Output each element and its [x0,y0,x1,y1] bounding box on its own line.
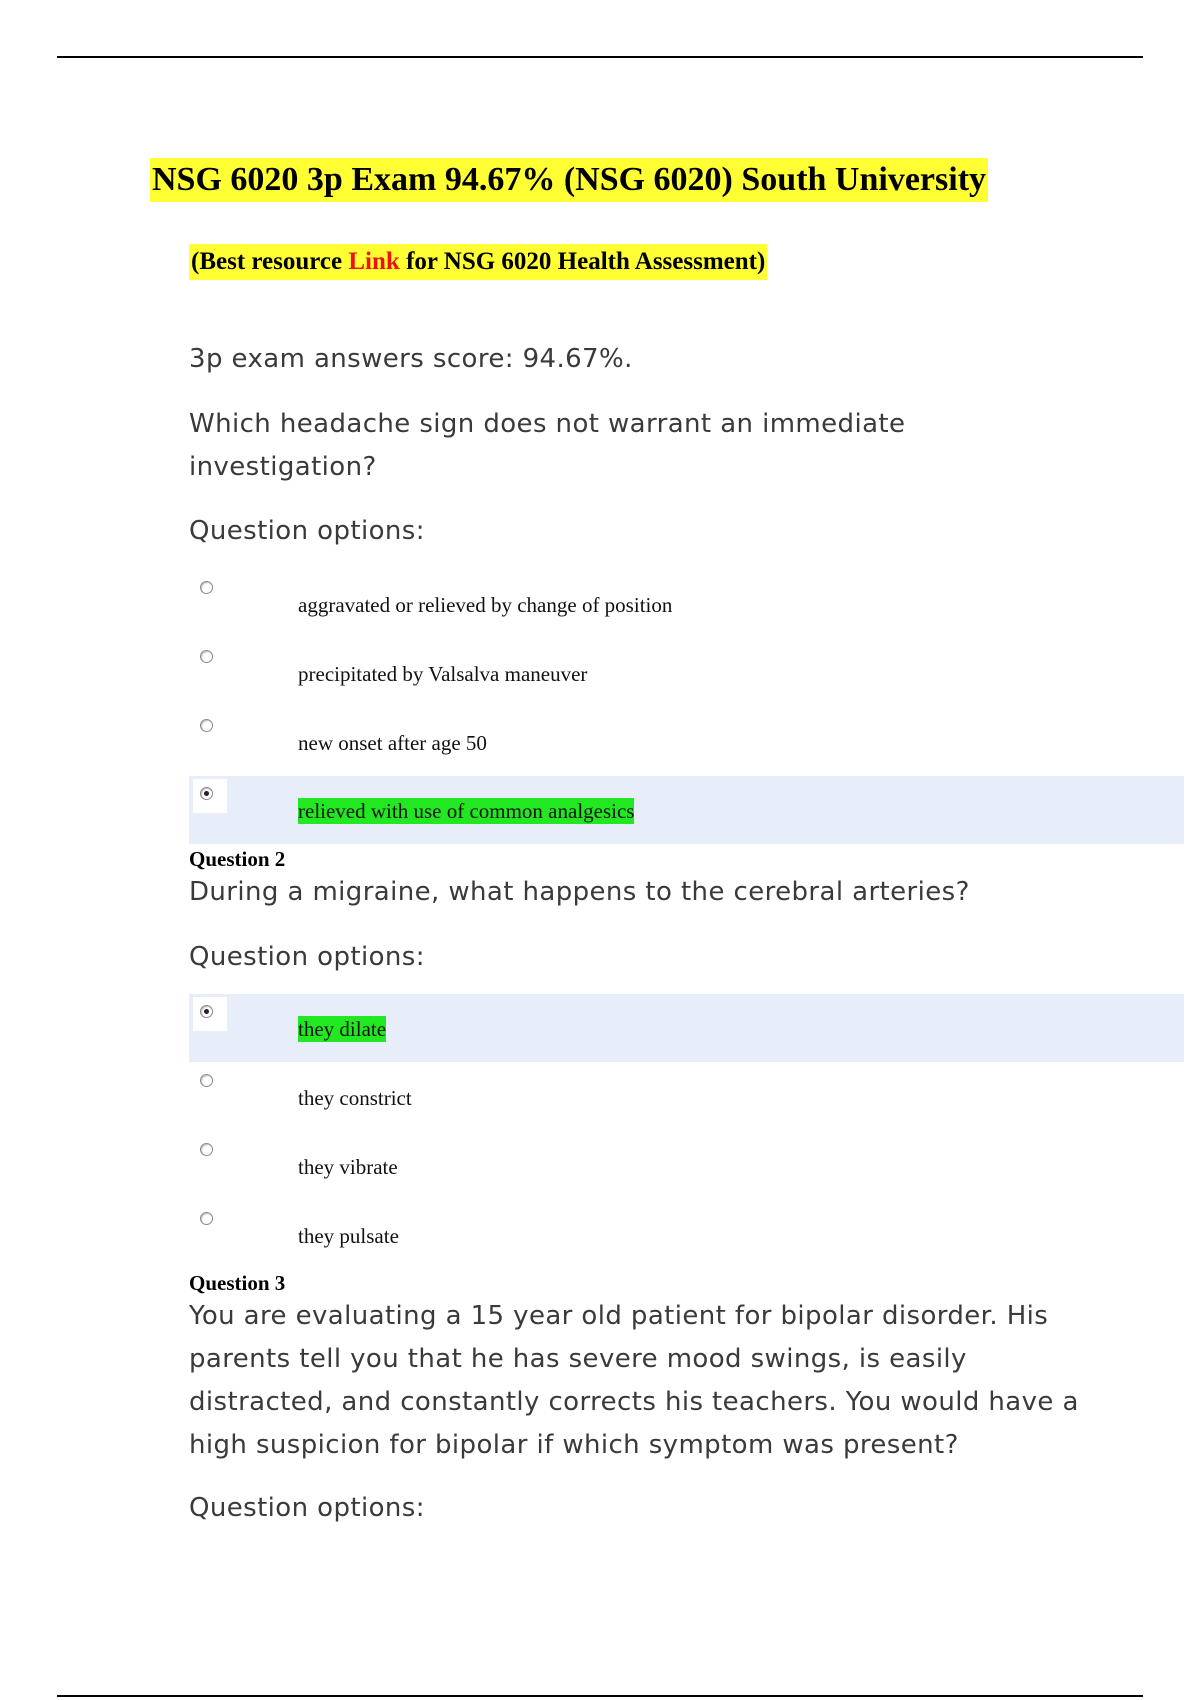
resource-banner-prefix: (Best resource [191,248,349,275]
question-3-options-label: Question options: [189,1493,425,1523]
option-label: they pulsate [298,1224,399,1248]
radio-button[interactable] [200,1143,213,1156]
question-1-option-2[interactable] [189,639,1184,707]
option-label: aggravated or relieved by change of position [298,593,673,617]
option-label: precipitated by Valsalva maneuver [298,662,588,686]
option-label: they vibrate [298,1155,398,1179]
question-1-options-label: Question options: [189,516,425,546]
question-1-option-4-selected[interactable] [189,776,1184,844]
radio-button-selected[interactable] [200,787,213,800]
question-3-text: You are evaluating a 15 year old patient for bipolar disorder. His parents tell you that he has severe mood swings, is easily distracted, and constantly corrects his teachers. You would have a high suspicion for bipolar if which symptom was present? [189,1301,1079,1460]
question-3-heading: Question 3 [189,1271,286,1295]
resource-banner [189,244,767,280]
radio-selected-dot [204,1009,209,1014]
question-2-options-label: Question options: [189,942,425,972]
question-2-option-1-selected[interactable] [189,994,1184,1062]
option-label: they constrict [298,1086,412,1110]
radio-button[interactable] [200,650,213,663]
radio-button[interactable] [200,719,213,732]
question-1-option-1[interactable] [189,570,1184,638]
radio-button[interactable] [200,1074,213,1087]
top-rule [57,56,1143,58]
radio-button[interactable] [200,1212,213,1225]
document-title: NSG 6020 3p Exam 94.67% (NSG 6020) South University [150,158,988,202]
radio-button-selected[interactable] [200,1005,213,1018]
resource-link[interactable]: Link [348,248,400,275]
option-label-correct: they dilate [298,1017,387,1041]
question-2-text: During a migraine, what happens to the cerebral arteries? [189,877,970,907]
score-line: 3p exam answers score: 94.67%. [189,344,633,374]
question-1-option-3[interactable] [189,708,1184,776]
resource-banner-suffix: for NSG 6020 Health Assessment) [399,248,766,275]
question-2-option-3[interactable] [189,1132,1184,1200]
radio-button[interactable] [200,581,213,594]
radio-selected-dot [204,791,209,796]
question-2-option-2[interactable] [189,1063,1184,1131]
question-2-option-4[interactable] [189,1201,1184,1269]
option-label-correct: relieved with use of common analgesics [298,799,635,823]
option-label: new onset after age 50 [298,731,487,755]
question-1-text: Which headache sign does not warrant an immediate investigation? [189,409,906,482]
bottom-rule [57,1695,1143,1697]
question-2-heading: Question 2 [189,847,286,871]
